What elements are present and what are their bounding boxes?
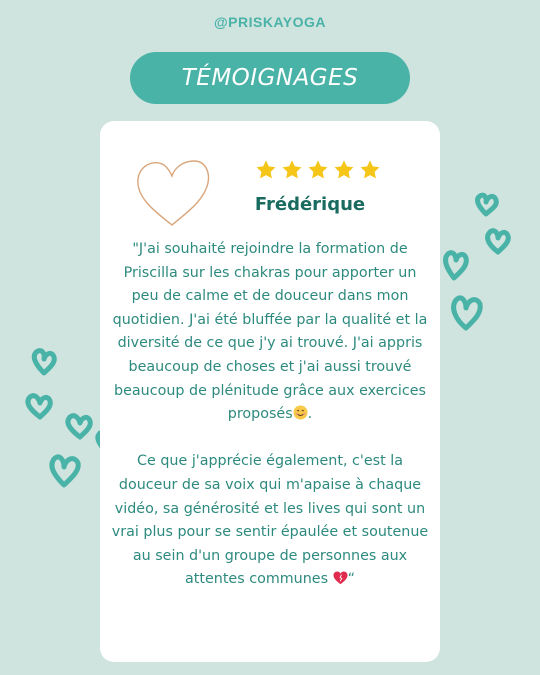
heart-icon — [52, 457, 78, 485]
heart-icon — [28, 396, 50, 417]
testimonial-text — [110, 238, 430, 592]
paragraph-spacer — [110, 427, 430, 451]
title-banner — [130, 52, 410, 104]
testimonial-paragraph-2: Ce que j'apprécie également, c'est la douceur de sa voix qui m'apaise à chaque vidéo, sa générosité et les lives qui sont un vrai plus pour se sentir épaulée et soutenue au sein d'un groupe de personnes aux attentes communes “ — [111, 453, 429, 588]
star-icon — [281, 159, 303, 181]
star-icon — [255, 159, 277, 181]
star-icon — [307, 159, 329, 181]
decorative-hearts-right — [440, 190, 540, 340]
testimonial-card — [100, 121, 440, 662]
smiling-face-emoji — [293, 405, 308, 420]
heart-icon — [488, 231, 509, 252]
reviewer-name: Frédérique — [254, 194, 366, 215]
star-icon — [359, 159, 381, 181]
heart-icon — [34, 351, 54, 373]
heart-icon — [68, 416, 90, 437]
testimonial-paragraph-1: "J'ai souhaité rejoindre la formation de Priscilla sur les chakras pour apporter un peu de calme et de douceur dans mon quotidien. J'ai été bluffée par la qualité et la diversité de ce que j'y ai trouvé. J'ai appris beaucoup de choses et j'ai aussi trouvé beaucoup de plénitude grâce aux exercices proposés . — [112, 241, 428, 423]
decorative-hearts-left — [18, 345, 108, 495]
heart-icon — [478, 195, 497, 214]
red-heart-emoji — [333, 571, 348, 585]
star-icon — [333, 159, 355, 181]
heart-icon — [446, 253, 467, 278]
heart-icon — [454, 298, 481, 328]
page-title: TÉMOIGNAGES — [181, 65, 359, 91]
brand-handle: @PRISKAYOGA — [214, 14, 326, 30]
heart-outline-icon — [132, 155, 212, 229]
rating-stars — [255, 159, 381, 181]
